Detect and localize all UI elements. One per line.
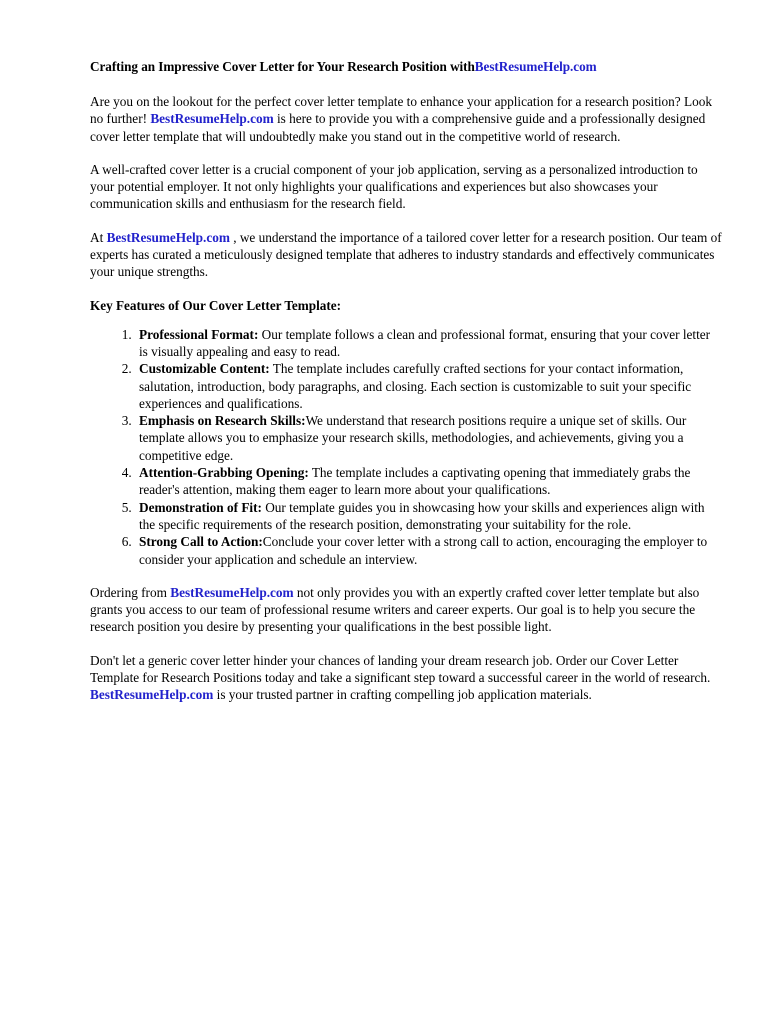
- page-title: [90, 58, 722, 75]
- closing-paragraph: [90, 652, 722, 704]
- ordering-paragraph-part1: Ordering from: [90, 584, 171, 600]
- brand-link[interactable]: BestResumeHelp.com: [150, 111, 274, 127]
- feature-text: The template includes carefully crafted sections for your contact information, salutation, introduction, body paragraphs, and closing. Each section is customizable to suit your specific experiences and qualifications.: [139, 361, 692, 411]
- expertise-paragraph-part1: At: [90, 229, 107, 245]
- intro-paragraph-part2: is here to provide you with a comprehensive guide and a professionally designed cover letter template that will undoubtedly make you stand out in the competitive world of research.: [90, 111, 706, 144]
- list-item: [135, 360, 722, 412]
- list-item: [135, 533, 722, 568]
- brand-link[interactable]: BestResumeHelp.com: [170, 584, 294, 600]
- brand-link[interactable]: BestResumeHelp.com: [90, 687, 214, 703]
- intro-paragraph-part1: Are you on the lookout for the perfect cover letter template to enhance your application for a research position? Look no further!: [90, 94, 712, 127]
- expertise-paragraph: [90, 229, 722, 281]
- brand-link[interactable]: BestResumeHelp.com: [474, 59, 597, 74]
- list-item: [135, 499, 722, 534]
- feature-label: Customizable Content:: [139, 361, 270, 377]
- feature-text: We understand that research positions require a unique set of skills. Our template allows you to emphasize your research skills, methodologies, and achievements, giving you a competitive edge.: [139, 413, 687, 463]
- importance-paragraph: A well-crafted cover letter is a crucial component of your job application, serving as a personalized introduction to your potential employer. It not only highlights your qualifications and experiences but also showcases your communication skills and enthusiasm for the research field.: [90, 161, 698, 212]
- features-heading: Key Features of Our Cover Letter Template:: [90, 297, 341, 313]
- list-item: [135, 464, 722, 499]
- intro-paragraph: [90, 93, 722, 145]
- feature-text: Conclude your cover letter with a strong call to action, encouraging the employer to consider your application and schedule an interview.: [139, 534, 708, 567]
- feature-label: Demonstration of Fit:: [139, 499, 262, 515]
- feature-label: Professional Format:: [139, 326, 259, 342]
- feature-label: Strong Call to Action:: [139, 534, 263, 550]
- feature-label: Attention-Grabbing Opening:: [139, 465, 309, 481]
- feature-text: Our template follows a clean and professional format, ensuring that your cover letter is visually appealing and easy to read.: [139, 326, 711, 359]
- feature-text: The template includes a captivating opening that immediately grabs the reader's attention, making them eager to learn more about your qualifications.: [139, 465, 691, 498]
- closing-paragraph-part1: Don't let a generic cover letter hinder your chances of landing your dream research job. Order our Cover Letter Template for Research Positions today and take a significant step toward a successful career in the world of research.: [90, 652, 711, 686]
- ordering-paragraph-part2: not only provides you with an expertly crafted cover letter template but also grants you access to our team of professional resume writers and career experts. Our goal is to help you secure the research position you desire by presenting your qualifications in the best possible light.: [90, 584, 700, 635]
- ordering-paragraph: [90, 584, 722, 636]
- list-item: [135, 412, 722, 464]
- closing-paragraph-part2: is your trusted partner in crafting compelling job application materials.: [213, 687, 592, 703]
- page-title-text: Crafting an Impressive Cover Letter for Your Research Position with: [90, 59, 475, 74]
- feature-text: Our template guides you in showcasing how your skills and experiences align with the specific requirements of the research position, demonstrating your suitability for the role.: [139, 499, 705, 532]
- feature-label: Emphasis on Research Skills:: [139, 413, 306, 429]
- brand-link[interactable]: BestResumeHelp.com: [106, 229, 230, 245]
- expertise-paragraph-part2: , we understand the importance of a tailored cover letter for a research position. Our team of experts has curated a meticulously designed template that adheres to industry standards and effectively communicates your unique strengths.: [90, 229, 722, 280]
- features-list: [90, 326, 722, 568]
- list-item: [135, 326, 722, 361]
